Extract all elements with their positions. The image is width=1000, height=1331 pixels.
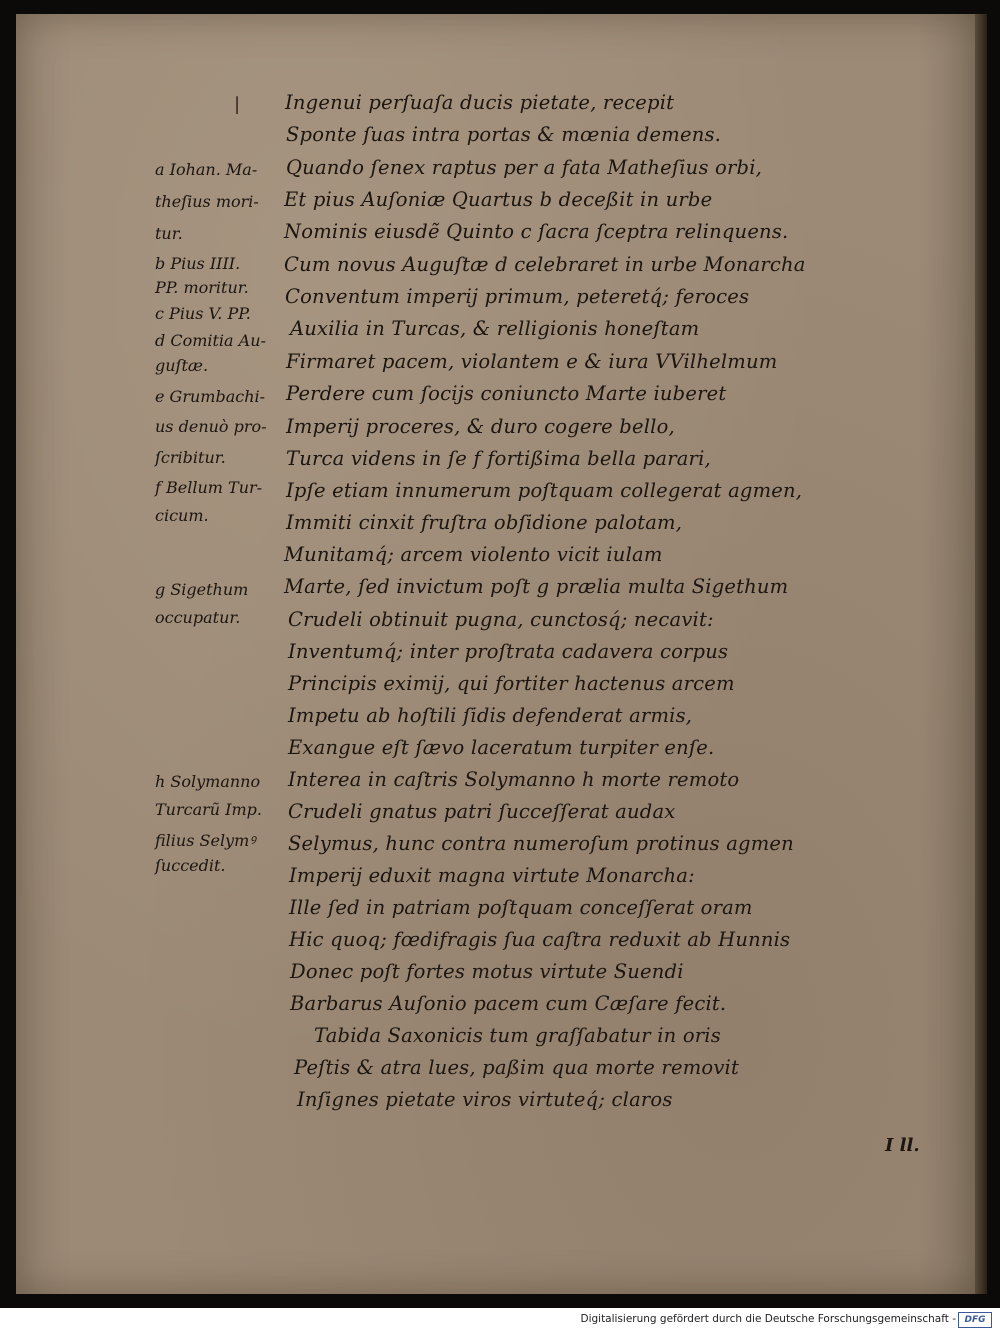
marginal-note: b Pius IIII.	[155, 254, 241, 273]
verse-line: Immiti cinxit fruſtra obſidione palotam,	[286, 511, 683, 534]
verse-line: Marte, ſed invictum poſt g prælia multa Sigethum	[284, 575, 789, 598]
marginal-note: theſius mori-	[155, 192, 259, 211]
marginal-note: ſcribitur.	[155, 448, 226, 467]
verse-line: Ingenui perſuaſa ducis pietate, recepit	[285, 91, 675, 114]
marginal-note: e Grumbachi-	[155, 387, 266, 406]
marginal-note: cicum.	[155, 506, 209, 525]
verse-line: Sponte ſuas intra portas & mœnia demens.	[286, 123, 722, 146]
marginal-note: f Bellum Tur-	[155, 478, 263, 497]
verse-line: Et pius Auſoniæ Quartus b deceßit in urbe	[284, 188, 713, 211]
verse-line: Firmaret pacem, violantem e & iura VVilhelmum	[286, 350, 778, 373]
verse-line: Munitamq́; arcem violento vicit iulam	[284, 543, 663, 566]
marginal-note: a Iohan. Ma-	[155, 160, 258, 179]
verse-line: Crudeli gnatus patri ſucceſſerat audax	[288, 800, 676, 823]
verse-line: Hic quoq; fœdifragis ſua caſtra reduxit ab Hunnis	[289, 928, 791, 951]
verse-line: Nominis eiusdẽ Quinto c ſacra ſceptra relinquens.	[284, 220, 789, 243]
marginal-note: occupatur.	[155, 608, 241, 627]
verse-line: Crudeli obtinuit pugna, cunctosq́; necavit:	[288, 608, 714, 631]
verse-line: Tabida Saxonicis tum graſſabatur in oris	[314, 1024, 721, 1047]
verse-line: Impetu ab hoſtili ſidis defenderat armis,	[288, 704, 693, 727]
verse-line: Donec poſt fortes motus virtute Suendi	[290, 960, 684, 983]
verse-line: Ipſe etiam innumerum poſtquam collegerat agmen,	[286, 479, 803, 502]
marginal-note: d Comitia Au-	[155, 331, 266, 350]
funding-notice: Digitalisierung gefördert durch die Deutsche Forschungsgemeinschaft -	[580, 1313, 956, 1325]
verse-line: Inſignes pietate viros virtuteq́; claros	[297, 1088, 673, 1111]
margin-mark: |	[234, 94, 241, 115]
verse-line: Inventumq́; inter proſtrata cadavera corpus	[288, 640, 729, 663]
marginal-note: c Pius V. PP.	[155, 304, 251, 323]
verse-line: Exangue eſt ſævo laceratum turpiter enſe.	[288, 736, 715, 759]
verse-line: Cum novus Auguſtæ d celebraret in urbe Monarcha	[284, 253, 806, 276]
signature-mark: I ll.	[885, 1135, 920, 1156]
verse-line: Imperij proceres, & duro cogere bello,	[286, 415, 675, 438]
marginal-note: g Sigethum	[155, 580, 249, 599]
book-spine-edge	[975, 14, 987, 1294]
verse-line: Principis eximij, qui fortiter hactenus arcem	[288, 672, 735, 695]
marginal-note: ſuccedit.	[155, 856, 226, 875]
marginal-note: guſtæ.	[155, 356, 209, 375]
marginal-note: tur.	[155, 224, 183, 243]
marginal-note: us denuò pro-	[155, 417, 267, 436]
verse-line: Ille ſed in patriam poſtquam conceſſerat oram	[289, 896, 753, 919]
marginal-note: filius Selymꝰ	[155, 831, 256, 850]
verse-line: Imperij eduxit magna virtute Monarcha:	[289, 864, 695, 887]
book-page	[16, 14, 975, 1294]
verse-line: Auxilia in Turcas, & relligionis honeſtam	[290, 317, 700, 340]
verse-line: Quando ſenex raptus per a fata Matheſius orbi,	[286, 156, 763, 179]
verse-line: Peſtis & atra lues, paßim qua morte removit	[294, 1056, 740, 1079]
marginal-note: Turcarũ Imp.	[155, 800, 262, 819]
marginal-note: PP. moritur.	[155, 278, 249, 297]
footer-bar	[0, 1308, 1000, 1331]
verse-line: Perdere cum ſocijs coniuncto Marte iuberet	[286, 382, 727, 405]
verse-line: Conventum imperij primum, peteretq́; feroces	[285, 285, 750, 308]
verse-line: Barbarus Auſonio pacem cum Cæſare fecit.	[290, 992, 727, 1015]
verse-line: Interea in caſtris Solymanno h morte remoto	[288, 768, 740, 791]
dfg-logo: DFG	[958, 1312, 992, 1328]
verse-line: Selymus, hunc contra numeroſum protinus agmen	[288, 832, 794, 855]
verse-line: Turca videns in ſe f fortißima bella parari,	[286, 447, 711, 470]
marginal-note: h Solymanno	[155, 772, 261, 791]
